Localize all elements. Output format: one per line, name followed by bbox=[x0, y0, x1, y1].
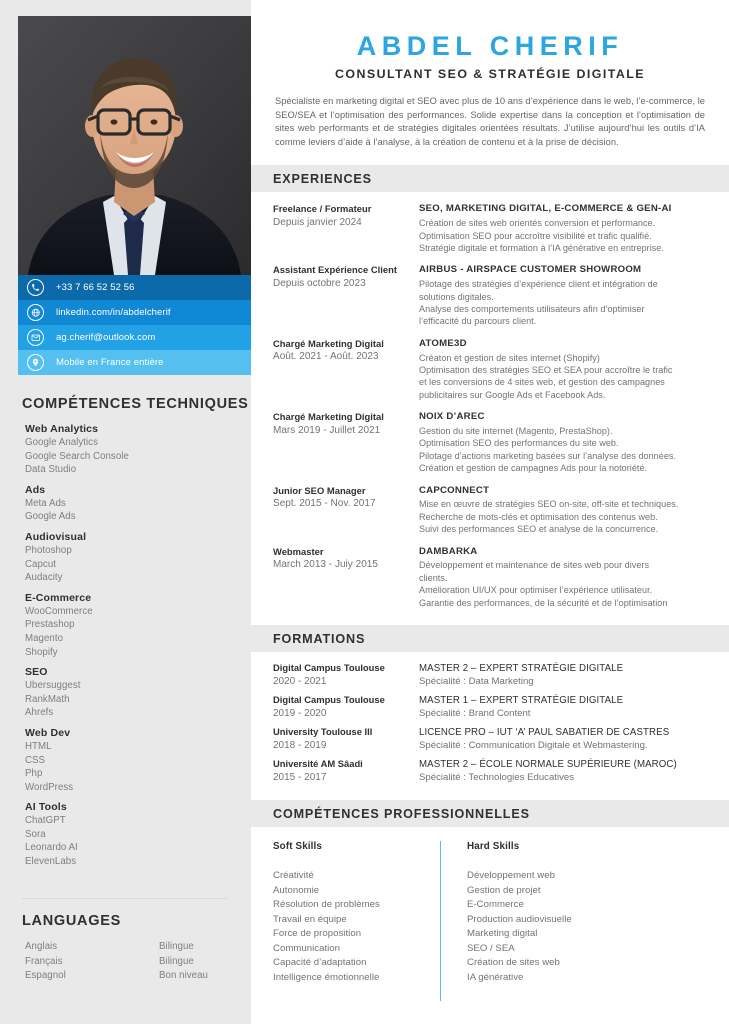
experience-organization: SEO, MARKETING DIGITAL, E-COMMERCE & GEN-AI bbox=[419, 203, 672, 215]
section-title-formations: FORMATIONS bbox=[273, 631, 366, 646]
soft-skills-column bbox=[273, 841, 439, 985]
formation-degree: MASTER 2 – EXPERT STRATÉGIE DIGITALE bbox=[419, 663, 624, 675]
skill-group bbox=[25, 727, 240, 794]
language-level: Bon niveau bbox=[159, 970, 208, 981]
experience-role: Webmaster bbox=[273, 545, 324, 557]
formation-speciality: Spécialité : Brand Content bbox=[419, 708, 531, 720]
experience-entry bbox=[273, 485, 711, 536]
skill-item: RankMath bbox=[25, 693, 70, 705]
skill-item: Magento bbox=[25, 632, 64, 644]
skill-group bbox=[25, 531, 240, 585]
experience-detail-line: publicitaires sur Google Ads et Facebook Ads. bbox=[419, 389, 606, 400]
soft-skills-title: Soft Skills bbox=[273, 841, 323, 853]
contact-linkedin-text: linkedin.com/in/abdelcherif bbox=[56, 307, 171, 318]
page-title: ABDEL CHERIF bbox=[356, 31, 624, 61]
language-level: Bilingue bbox=[159, 955, 194, 967]
formation-entry-left bbox=[273, 662, 419, 688]
contact-item-email[interactable] bbox=[18, 325, 251, 350]
phone-icon bbox=[27, 279, 44, 296]
experience-entry-left bbox=[273, 546, 419, 609]
skill-group-title: Web Analytics bbox=[25, 423, 99, 435]
formation-degree: MASTER 1 – EXPERT STRATÉGIE DIGITALE bbox=[419, 695, 624, 707]
section-header-formations bbox=[251, 625, 729, 652]
experience-detail-line: Mise en œuvre de stratégies SEO on-site, off-site et techniques. bbox=[419, 499, 679, 510]
language-name: Anglais bbox=[25, 941, 58, 952]
formation-school: Digital Campus Toulouse bbox=[273, 662, 385, 674]
experience-organization: AIRBUS - AIRSPACE CUSTOMER SHOWROOM bbox=[419, 264, 642, 276]
experience-detail-line: et les conversions de 4 sites web, et gestion des campagnes bbox=[419, 377, 665, 388]
formation-school: University Toulouse III bbox=[273, 726, 373, 738]
soft-skill-item: Capacité d’adaptation bbox=[273, 957, 367, 969]
formation-speciality: Spécialité : Technologies Educatives bbox=[419, 772, 575, 784]
experience-entry-left bbox=[273, 264, 419, 327]
skill-item: Meta Ads bbox=[25, 497, 66, 509]
experience-entry bbox=[273, 411, 711, 474]
experience-entry-left bbox=[273, 485, 419, 536]
sidebar-divider bbox=[22, 898, 227, 899]
experience-dates: Août. 2021 - Août. 2023 bbox=[273, 351, 379, 363]
hard-skill-item: IA générative bbox=[467, 971, 524, 983]
formation-years: 2015 - 2017 bbox=[273, 771, 327, 783]
experience-list bbox=[251, 192, 729, 609]
experience-entry-right bbox=[419, 485, 711, 536]
experience-detail-line: Pilotage des stratégies d’expérience client et intégration de bbox=[419, 279, 658, 290]
experience-dates: Depuis octobre 2023 bbox=[273, 277, 366, 289]
experience-detail-line: Garantie des performances, de la sécurité et de l’optimisation bbox=[419, 597, 668, 608]
hard-skills-title: Hard Skills bbox=[467, 841, 520, 853]
skill-item: HTML bbox=[25, 740, 52, 752]
skill-group-title: SEO bbox=[25, 666, 48, 679]
languages-list bbox=[25, 940, 240, 984]
experience-detail-line: Recherche de mots-clés et optimisation des contenus web. bbox=[419, 511, 658, 522]
hard-skill-item: Création de sites web bbox=[467, 957, 560, 969]
formation-degree: MASTER 2 – ÉCOLE NORMALE SUPÉRIEURE (MAROC) bbox=[419, 759, 677, 771]
language-name: Français bbox=[25, 955, 63, 967]
skill-item: Google Analytics bbox=[25, 437, 98, 448]
skill-item: CSS bbox=[25, 754, 46, 766]
experience-entry-left bbox=[273, 203, 419, 254]
section-header-experiences bbox=[251, 165, 729, 192]
skill-group-title: Audiovisual bbox=[25, 530, 87, 543]
experience-organization: DAMBARKA bbox=[419, 545, 478, 557]
professional-skills bbox=[251, 827, 729, 985]
experience-entry-right bbox=[419, 264, 711, 327]
skill-item: Capcut bbox=[25, 558, 56, 570]
skill-group-title: Ads bbox=[25, 483, 46, 496]
skill-group bbox=[25, 801, 240, 868]
skill-group-title: AI Tools bbox=[25, 801, 67, 814]
hard-skill-item: Développement web bbox=[467, 870, 555, 882]
soft-skill-item: Communication bbox=[273, 942, 341, 954]
experience-detail-line: clients. bbox=[419, 572, 448, 583]
soft-skills-items bbox=[273, 869, 439, 985]
experience-entry-right bbox=[419, 203, 711, 254]
formation-entry-left bbox=[273, 726, 419, 752]
experience-detail-line: Optimisation SEO des performances du site web. bbox=[419, 438, 619, 449]
contact-item-location[interactable] bbox=[18, 350, 251, 375]
experience-detail-line: Gestion du site internet (Magento, PrestaShop). bbox=[419, 426, 613, 437]
skill-group bbox=[25, 484, 240, 524]
experience-organization: CAPCONNECT bbox=[419, 484, 490, 496]
job-tagline: CONSULTANT SEO & STRATÉGIE DIGITALE bbox=[334, 67, 646, 81]
formation-years: 2018 - 2019 bbox=[273, 739, 327, 751]
avatar bbox=[18, 16, 251, 275]
contact-email-text: ag.cherif@outlook.com bbox=[56, 332, 156, 343]
hard-skill-item: Gestion de projet bbox=[467, 884, 541, 896]
experience-entry bbox=[273, 546, 711, 609]
location-icon bbox=[27, 354, 44, 371]
skill-item: ElevenLabs bbox=[25, 856, 77, 868]
formation-entry-right bbox=[419, 694, 711, 720]
formation-entry bbox=[273, 758, 711, 784]
experience-detail-line: Optimisation des stratégies SEO et SEA pour accroître le trafic bbox=[419, 365, 673, 376]
experience-detail-line: Création de sites web orientés conversion et performance. bbox=[419, 218, 656, 229]
contact-location-text: Mobile en France entière bbox=[56, 357, 164, 368]
hard-skill-item: SEO / SEA bbox=[467, 942, 515, 954]
experience-role: Junior SEO Manager bbox=[273, 484, 366, 496]
section-title-experiences: EXPERIENCES bbox=[273, 171, 372, 186]
formation-entry-right bbox=[419, 662, 711, 688]
experience-dates: Depuis janvier 2024 bbox=[273, 216, 362, 228]
skill-item: Sora bbox=[25, 828, 46, 840]
contact-item-linkedin[interactable] bbox=[18, 300, 251, 325]
experience-dates: Sept. 2015 - Nov. 2017 bbox=[273, 498, 376, 510]
skill-group bbox=[25, 666, 240, 720]
experience-detail-line: Amélioration UI/UX pour optimiser l’expérience utilisateur. bbox=[419, 585, 653, 596]
skill-item: Google Search Console bbox=[25, 450, 129, 462]
skill-item: Prestashop bbox=[25, 619, 75, 631]
formation-entry bbox=[273, 694, 711, 720]
soft-skill-item: Résolution de problèmes bbox=[273, 899, 380, 911]
technical-skills-list bbox=[25, 423, 240, 876]
formation-speciality: Spécialité : Communication Digitale et Webmastering. bbox=[419, 740, 648, 752]
formation-entry-right bbox=[419, 726, 711, 752]
formation-entry-left bbox=[273, 694, 419, 720]
contact-phone-text: +33 7 66 52 52 56 bbox=[56, 282, 135, 293]
hard-skill-item: Production audiovisuelle bbox=[467, 913, 572, 925]
formation-entry-right bbox=[419, 758, 711, 784]
soft-skill-item: Autonomie bbox=[273, 884, 320, 896]
language-level: Bilingue bbox=[159, 941, 194, 952]
skill-item: Photoshop bbox=[25, 544, 72, 556]
hard-skill-item: E-Commerce bbox=[467, 899, 524, 911]
experience-detail-line: l’efficacité du parcours client. bbox=[419, 316, 537, 327]
experience-detail-line: Créaton et gestion de sites internet (Shopify) bbox=[419, 352, 600, 363]
skill-item: Ahrefs bbox=[25, 707, 54, 719]
experience-entry-right bbox=[419, 546, 711, 609]
experience-detail-line: solutions digitales. bbox=[419, 291, 494, 302]
skill-item: Php bbox=[25, 768, 43, 780]
main-column bbox=[251, 0, 729, 1024]
experience-detail-line: Optimisation SEO pour accroître visibilité et trafic qualifié. bbox=[419, 230, 652, 241]
globe-icon bbox=[27, 304, 44, 321]
skill-item: Data Studio bbox=[25, 464, 77, 476]
experience-entry-left bbox=[273, 411, 419, 474]
formation-school: Université AM Sâadi bbox=[273, 758, 363, 770]
formation-years: 2019 - 2020 bbox=[273, 707, 327, 719]
skill-item: Google Ads bbox=[25, 511, 76, 523]
experience-detail-line: Stratégie digitale et formation à l’IA générative en entreprise. bbox=[419, 242, 664, 253]
hard-skills-column bbox=[467, 841, 633, 985]
skill-item: WordPress bbox=[25, 781, 74, 793]
formation-entry bbox=[273, 662, 711, 688]
experience-dates: March 2013 - Juiy 2015 bbox=[273, 559, 378, 571]
contact-item-phone[interactable] bbox=[18, 275, 251, 300]
skill-group-title: Web Dev bbox=[25, 726, 71, 739]
formation-school: Digital Campus Toulouse bbox=[273, 694, 385, 706]
experience-detail-line: Suivi des performances SEO et analyse de la concurrence. bbox=[419, 524, 659, 535]
soft-skill-item: Créativité bbox=[273, 870, 314, 882]
soft-skill-item: Travail en équipe bbox=[273, 913, 347, 925]
hard-skills-items bbox=[467, 869, 633, 985]
experience-dates: Mars 2019 - Juillet 2021 bbox=[273, 424, 381, 436]
formation-entry bbox=[273, 726, 711, 752]
experience-role: Freelance / Formateur bbox=[273, 203, 372, 215]
skill-item: Leonardo AI bbox=[25, 842, 78, 854]
experience-detail-line: Développement et maintenance de sites web pour divers bbox=[419, 560, 650, 571]
skill-item: Shopify bbox=[25, 646, 58, 658]
hard-skill-item: Marketing digital bbox=[467, 928, 538, 940]
soft-skill-item: Force de proposition bbox=[273, 928, 362, 940]
experience-organization: ATOME3D bbox=[419, 337, 467, 349]
experience-entry bbox=[273, 264, 711, 327]
section-header-professional-skills bbox=[251, 800, 729, 827]
formation-speciality: Spécialité : Data Marketing bbox=[419, 676, 534, 688]
experience-entry bbox=[273, 338, 711, 401]
language-name: Espagnol bbox=[25, 970, 66, 981]
skill-item: Ubersuggest bbox=[25, 680, 81, 692]
experience-role: Assistant Expérience Client bbox=[273, 264, 398, 276]
experience-detail-line: Analyse des comportements utilisateurs afin d’optimiser bbox=[419, 304, 645, 314]
experience-entry-right bbox=[419, 411, 711, 474]
languages-heading: LANGUAGES bbox=[22, 913, 121, 929]
experience-entry-right bbox=[419, 338, 711, 401]
contact-list bbox=[18, 275, 251, 375]
portrait-photo-icon bbox=[18, 16, 251, 275]
technical-skills-heading: COMPÉTENCES TECHNIQUES bbox=[22, 396, 249, 412]
experience-role: Chargé Marketing Digital bbox=[273, 411, 384, 423]
soft-skill-item: Intelligence émotionnelle bbox=[273, 971, 380, 983]
skill-group bbox=[25, 592, 240, 659]
section-title-professional-skills: COMPÉTENCES PROFESSIONNELLES bbox=[273, 806, 530, 821]
profile-summary: Spécialiste en marketing digital et SEO avec plus de 10 ans d’expérience dans le web, l’e-commerce, le SEO/SEA et l’optimisation des performances. Solide expertise dans la conception et l’optimisation de sites web performants et de stratégies digitales orientées résultats. J’utilise aujourd’hui les outils d’IA comme leviers d’aide à l’analyse, à la création de contenu et à la prise de décision. bbox=[275, 96, 705, 147]
language-row bbox=[25, 969, 240, 984]
language-row bbox=[25, 955, 240, 970]
experience-organization: NOIX D’AREC bbox=[419, 411, 485, 423]
skill-item: Audacity bbox=[25, 572, 63, 584]
experience-role: Chargé Marketing Digital bbox=[273, 337, 384, 349]
skills-vertical-divider bbox=[440, 841, 441, 1001]
skill-item: ChatGPT bbox=[25, 815, 66, 827]
experience-entry-left bbox=[273, 338, 419, 401]
experience-detail-line: Pilotage d’actions marketing basées sur l’analyse des données. bbox=[419, 450, 677, 461]
sidebar bbox=[0, 0, 251, 1024]
envelope-icon bbox=[27, 329, 44, 346]
skill-item: WooCommerce bbox=[25, 605, 93, 617]
formation-list bbox=[251, 652, 729, 784]
experience-entry bbox=[273, 203, 711, 254]
formation-degree: LICENCE PRO – IUT ‘A’ PAUL SABATIER DE CASTRES bbox=[419, 727, 670, 739]
formation-years: 2020 - 2021 bbox=[273, 675, 327, 687]
language-row bbox=[25, 940, 240, 955]
skill-group-title: E-Commerce bbox=[25, 591, 92, 604]
formation-entry-left bbox=[273, 758, 419, 784]
experience-detail-line: Création et gestion de campagnes Ads pour la notoriété. bbox=[419, 463, 648, 474]
skill-group bbox=[25, 423, 240, 477]
